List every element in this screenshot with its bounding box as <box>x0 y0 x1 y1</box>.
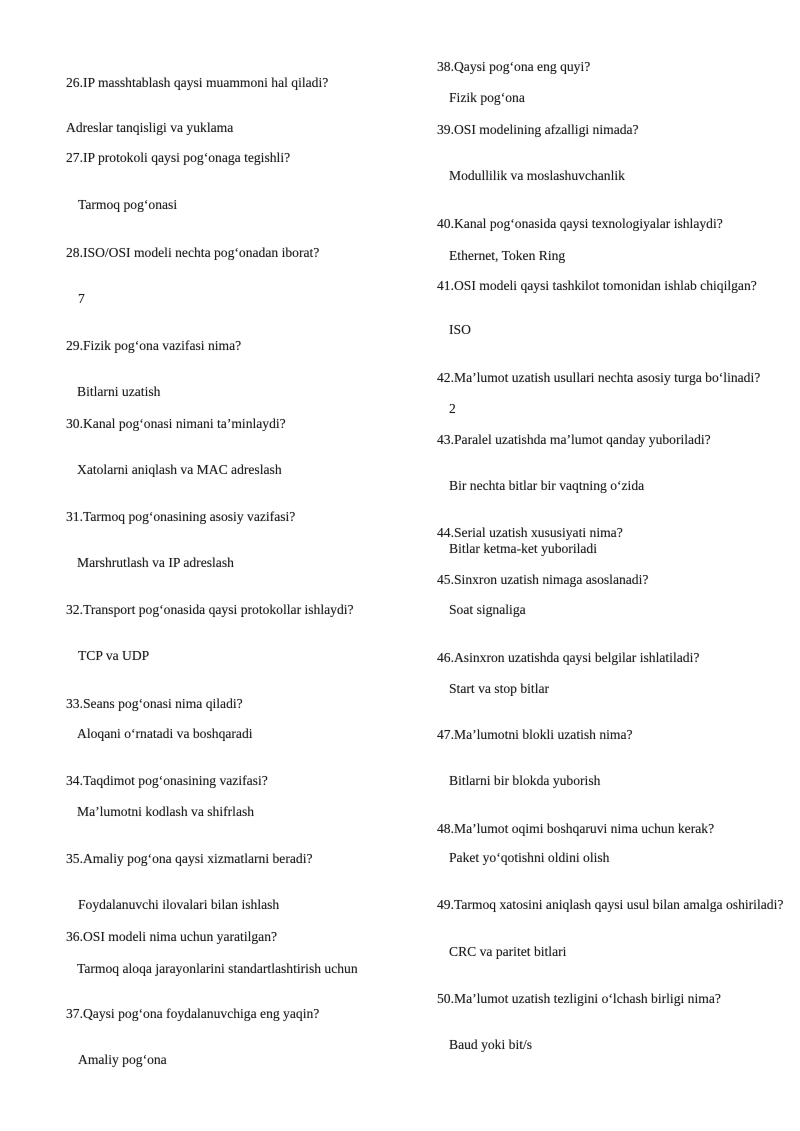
answer-43: Bir nechta bitlar bir vaqtning o‘zida <box>449 478 645 493</box>
answer-50: Baud yoki bit/s <box>449 1037 533 1052</box>
answer-33: Aloqani o‘rnatadi va boshqaradi <box>77 726 253 741</box>
answer-31: Marshrutlash va IP adreslash <box>77 555 234 570</box>
question-32: 32.Transport pog‘onasida qaysi protokollar ishlaydi? <box>66 602 354 617</box>
answer-49: CRC va paritet bitlari <box>449 944 567 959</box>
answer-30: Xatolarni aniqlash va MAC adreslash <box>77 462 282 477</box>
question-43: 43.Paralel uzatishda ma’lumot qanday yuboriladi? <box>437 432 711 447</box>
question-44: 44.Serial uzatish xususiyati nima? <box>437 525 623 540</box>
answer-36: Tarmoq aloqa jarayonlarini standartlashtirish uchun <box>77 961 358 976</box>
question-45: 45.Sinxron uzatish nimaga asoslanadi? <box>437 572 649 587</box>
answer-41: ISO <box>449 322 471 337</box>
question-29: 29.Fizik pog‘ona vazifasi nima? <box>66 338 242 353</box>
question-48: 48.Ma’lumot oqimi boshqaruvi nima uchun kerak? <box>437 821 715 836</box>
question-35: 35.Amaliy pog‘ona qaysi xizmatlarni beradi? <box>66 851 313 866</box>
answer-47: Bitlarni bir blokda yuborish <box>449 773 601 788</box>
answer-32: TCP va UDP <box>78 648 150 663</box>
answer-38: Fizik pog‘ona <box>449 90 525 105</box>
question-41: 41.OSI modeli qaysi tashkilot tomonidan ishlab chiqilgan? <box>437 278 757 293</box>
answer-26: Adreslar tanqisligi va yuklama <box>66 120 234 135</box>
answer-35: Foydalanuvchi ilovalari bilan ishlash <box>78 897 280 912</box>
question-27: 27.IP protokoli qaysi pog‘onaga tegishli? <box>66 150 291 165</box>
answer-45: Soat signaliga <box>449 602 526 617</box>
question-42: 42.Ma’lumot uzatish usullari nechta asosiy turga bo‘linadi? <box>437 370 761 385</box>
answer-29: Bitlarni uzatish <box>77 384 161 399</box>
question-46: 46.Asinxron uzatishda qaysi belgilar ishlatiladi? <box>437 650 700 665</box>
answer-27: Tarmoq pog‘onasi <box>78 197 178 212</box>
answer-37: Amaliy pog‘ona <box>78 1052 167 1067</box>
question-39: 39.OSI modelining afzalligi nimada? <box>437 122 639 137</box>
question-40: 40.Kanal pog‘onasida qaysi texnologiyalar ishlaydi? <box>437 216 723 231</box>
question-37: 37.Qaysi pog‘ona foydalanuvchiga eng yaqin? <box>66 1006 320 1021</box>
question-47: 47.Ma’lumotni blokli uzatish nima? <box>437 727 633 742</box>
answer-39: Modullilik va moslashuvchanlik <box>449 168 625 183</box>
question-33: 33.Seans pog‘onasi nima qiladi? <box>66 696 243 711</box>
question-26: 26.IP masshtablash qaysi muammoni hal qiladi? <box>66 75 329 90</box>
answer-34: Ma’lumotni kodlash va shifrlash <box>77 804 255 819</box>
answer-42: 2 <box>449 401 456 416</box>
question-28: 28.ISO/OSI modeli nechta pog‘onadan iborat? <box>66 245 320 260</box>
question-36: 36.OSI modeli nima uchun yaratilgan? <box>66 929 278 944</box>
answer-40: Ethernet, Token Ring <box>449 248 566 263</box>
question-49: 49.Tarmoq xatosini aniqlash qaysi usul bilan amalga oshiriladi? <box>437 897 784 912</box>
question-30: 30.Kanal pog‘onasi nimani ta’minlaydi? <box>66 416 286 431</box>
question-38: 38.Qaysi pog‘ona eng quyi? <box>437 59 591 74</box>
question-31: 31.Tarmoq pog‘onasining asosiy vazifasi? <box>66 509 296 524</box>
answer-48: Paket yo‘qotishni oldini olish <box>449 850 610 865</box>
question-50: 50.Ma’lumot uzatish tezligini o‘lchash birligi nima? <box>437 991 721 1006</box>
question-34: 34.Taqdimot pog‘onasining vazifasi? <box>66 773 268 788</box>
answer-46: Start va stop bitlar <box>449 681 550 696</box>
answer-44: Bitlar ketma-ket yuboriladi <box>449 541 597 556</box>
answer-28: 7 <box>78 291 85 306</box>
